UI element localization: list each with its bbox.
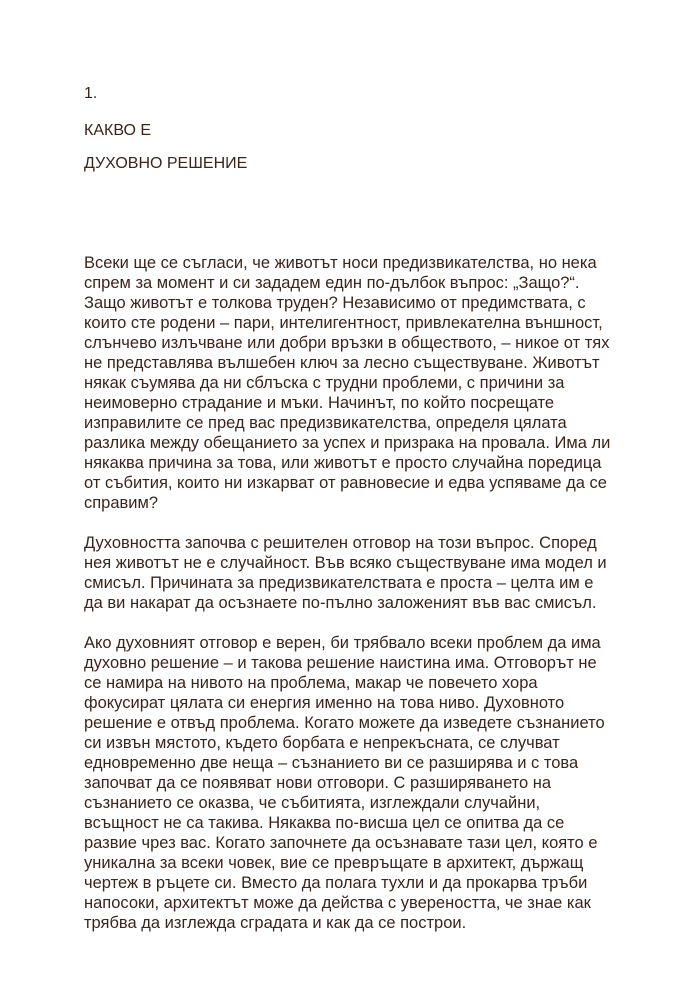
text-line: Духовността започва с решителен отговор на този въпрос. Според: [84, 534, 597, 552]
text-line: напосоки, архитектът може да действа с увереността, че знае как: [84, 894, 591, 912]
text-line: неимоверно страдание и мъки. Начинът, по който посрещате: [84, 394, 555, 412]
text-line: решение е отвъд проблема. Когато можете да изведете съзнанието: [84, 714, 605, 732]
paragraph: [84, 633, 624, 933]
text-line: всъщност не са такива. Някаква по-висша цел се опитва да се: [84, 814, 565, 832]
chapter-title-line-1: КАКВО Е: [84, 122, 152, 139]
text-line: едновременно две неща – съзнанието ви се разширява и с това: [84, 754, 579, 772]
text-line: разлика между обещанието за успех и призрака на провала. Има ли: [84, 434, 611, 452]
text-line: нея животът не е случайност. Във всяко съществуване има модел и: [84, 554, 607, 572]
text-line: не представлява вълшебен ключ за лесно съществуване. Животът: [84, 354, 600, 372]
text-line: развие чрез вас. Когато започнете да осъзнавате тази цел, която е: [84, 834, 598, 852]
text-line: чертеж в ръцете си. Вместо да полага тухли и да прокарва тръби: [84, 874, 588, 892]
text-line: се намира на нивото на проблема, макар че повечето хора: [84, 674, 538, 692]
text-line: Ако духовният отговор е верен, би трябвало всеки проблем да има: [84, 634, 601, 652]
text-line: си извън мястото, където борбата е непрекъсната, се случват: [84, 734, 560, 752]
text-line: спрем за момент и си зададем един по-дълбок въпрос: „Защо?“.: [84, 274, 580, 292]
paragraph: [84, 533, 624, 613]
text-line: съзнанието се оказва, че събитията, изглеждали случайни,: [84, 794, 541, 812]
text-line: Защо животът е толкова труден? Независимо от предимствата, с: [84, 294, 586, 312]
text-line: трябва да изглежда сградата и как да се построи.: [84, 914, 467, 932]
text-line: започват да се появяват нови отговори. С разширяването на: [84, 774, 552, 792]
text-line: Всеки ще се съгласи, че животът носи предизвикателства, но нека: [84, 254, 597, 272]
text-line: уникална за всеки човек, вие се превръщате в архитект, държащ: [84, 854, 584, 872]
text-line: които сте родени – пари, интелигентност, привлекателна външност,: [84, 314, 603, 332]
text-line: справим?: [84, 494, 159, 512]
text-line: някак съумява да ни сблъска с трудни проблеми, с причини за: [84, 374, 565, 392]
text-line: смисъл. Причината за предизвикателствата е проста – целта им е: [84, 574, 594, 592]
paragraph: [84, 253, 624, 513]
text-line: от събития, които ни изкарват от равновесие и едва успяваме да се: [84, 474, 607, 492]
text-line: фокусират цялата си енергия именно на това ниво. Духовното: [84, 694, 565, 712]
chapter-title-line-2: ДУХОВНО РЕШЕНИЕ: [84, 155, 248, 172]
text-line: да ви накарат да осъзнаете по-пълно заложеният във вас смисъл.: [84, 594, 597, 612]
text-line: слънчево излъчване или добри връзки в обществото, – никое от тях: [84, 334, 610, 352]
text-line: изправилите се пред вас предизвикателства, определя цялата: [84, 414, 567, 432]
chapter-number: 1.: [84, 85, 98, 102]
text-line: някаква причина за това, или животът е просто случайна поредица: [84, 454, 602, 472]
text-line: духовно решение – и такова решение наистина има. Отговорът не: [84, 654, 597, 672]
body-text: [84, 253, 624, 953]
